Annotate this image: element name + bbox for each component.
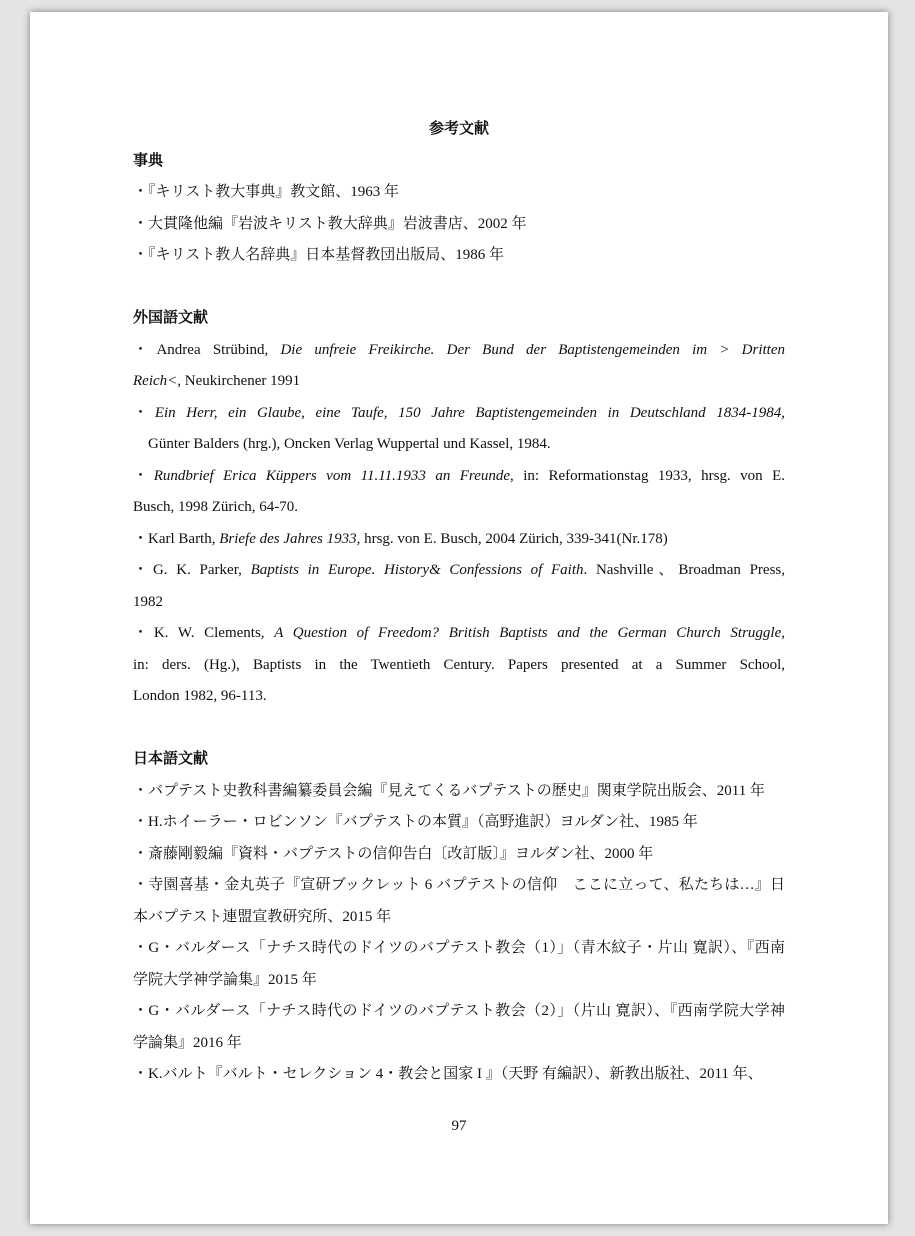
section-heading: 外国語文献 [133,310,209,327]
section-dictionaries [133,146,785,272]
page-content [133,114,785,1091]
reference-line [133,492,785,524]
reference-line [133,839,785,871]
reference-title-italic: Ein Herr, ein Glaube, eine Taufe, 150 Jahre Baptistengemeinden in Deutschland 1834-1984, [154,404,785,421]
reference-entry [133,209,785,241]
reference-title-italic: Baptists in Europe. History& Confessions of Faith [250,562,584,579]
reference-line [133,461,785,493]
reference-line [133,398,785,430]
reference-text: , hrsg. von E. Busch, 2004 Zürich, 339-341(Nr.178) [356,530,668,547]
reference-text: 本バプテスト連盟宣教研究所、2015 年 [133,908,392,925]
reference-text: ・寺園喜基・金丸英子『宣研ブックレット 6 バプテストの信仰 ここに立って、私たちは…』日 [133,877,785,894]
reference-text: ・H.ホイーラー・ロビンソン『バプテストの本質』（高野進訳）ヨルダン社、1985 年 [133,814,698,831]
reference-title-italic: Reich< [133,373,178,390]
reference-line [133,524,785,556]
reference-entry [133,1059,785,1091]
section-japanese-literature [133,744,785,1091]
reference-entry [133,776,785,808]
reference-text: ・K. W. Clements, [133,625,275,642]
reference-text: . Nashville、Broadman Press, [583,562,785,579]
reference-entry [133,177,785,209]
reference-line [133,807,785,839]
reference-line [133,335,785,367]
reference-line [133,429,785,461]
reference-text: in: ders. (Hg.), Baptists in the Twentieth Century. Papers presented at a Summer School, [133,656,785,673]
section-heading: 事典 [133,152,164,169]
reference-text: 学院大学神学論集』2015 年 [133,971,317,988]
section-heading: 日本語文献 [133,751,209,768]
reference-entry [133,240,785,272]
reference-text: ・『キリスト教人名辞典』日本基督教団出版局、1986 年 [133,247,504,264]
document-page [30,12,888,1224]
reference-text: Günter Balders (hrg.), Oncken Verlag Wuppertal und Kassel, 1984. [148,436,551,453]
reference-line [133,870,785,902]
reference-entry [133,870,785,933]
reference-text: ・K.バルト『バルト・セレクション 4・教会と国家 I 』（天野 有編訳）、新教出版社、2011 年、 [133,1066,763,1083]
reference-text: ・大貫隆他編『岩波キリスト教大辞典』岩波書店、2002 年 [133,215,527,232]
reference-entry [133,618,785,713]
reference-text: ・ [133,404,155,421]
reference-entry [133,933,785,996]
reference-text: ・Karl Barth, [133,530,220,547]
reference-line [133,240,785,272]
reference-text: 学論集』2016 年 [133,1034,242,1051]
reference-line [133,1059,785,1091]
reference-line [133,902,785,934]
reference-entry [133,524,785,556]
reference-text: ・ [133,467,154,484]
reference-entry [133,807,785,839]
reference-line [133,177,785,209]
reference-line [133,587,785,619]
reference-text: , in: Reformationstag 1933, hrsg. von E. [510,467,785,484]
reference-text: ・斎藤剛毅編『資料・バプテストの信仰告白〔改訂版〕』ヨルダン社、2000 年 [133,845,654,862]
reference-line [133,681,785,713]
reference-line [133,618,785,650]
reference-text: ・『キリスト教大事典』教文館、1963 年 [133,184,399,201]
page-number: 97 [451,1118,467,1134]
reference-line [133,776,785,808]
reference-line [133,933,785,965]
reference-text: ・G. K. Parker, [133,562,251,579]
section-foreign-literature [133,303,785,713]
reference-text: , Neukirchener 1991 [177,373,301,390]
reference-line [133,965,785,997]
reference-text: 1982 [133,593,163,610]
reference-title-italic: Briefe des Jahres 1933 [219,530,357,547]
reference-text: , [781,625,785,642]
reference-line [133,650,785,682]
reference-title-italic: Rundbrief Erica Küppers vom 11.11.1933 an Freunde [153,467,511,484]
reference-text: ・G・バルダース「ナチス時代のドイツのバプテスト教会（1）」（青木紋子・片山 寛訳）、『西南 [133,940,785,957]
reference-line [133,996,785,1028]
reference-text: London 1982, 96-113. [133,688,267,705]
reference-entry [133,839,785,871]
reference-entry [133,555,785,618]
reference-line [133,1028,785,1060]
reference-title-italic: Die unfreie Freikirche. Der Bund der Baptistengemeinden im > Dritten [280,341,785,358]
reference-text: ・G・バルダース「ナチス時代のドイツのバプテスト教会（2）」（片山 寛訳）、『西南学院大学神 [133,1003,785,1020]
reference-entry [133,461,785,524]
reference-title-italic: A Question of Freedom? British Baptists and the German Church Struggle [274,625,782,642]
reference-entry [133,335,785,398]
reference-text: ・Andrea Strübind, [133,341,281,358]
reference-text: ・バプテスト史教科書編纂委員会編『見えてくるバプテストの歴史』関東学院出版会、2011 年 [133,782,765,799]
reference-line [133,366,785,398]
reference-entry [133,398,785,461]
reference-line [133,555,785,587]
page-title: 参考文献 [428,121,489,137]
reference-text: Busch, 1998 Zürich, 64-70. [133,499,298,516]
reference-entry [133,996,785,1059]
reference-line [133,209,785,241]
